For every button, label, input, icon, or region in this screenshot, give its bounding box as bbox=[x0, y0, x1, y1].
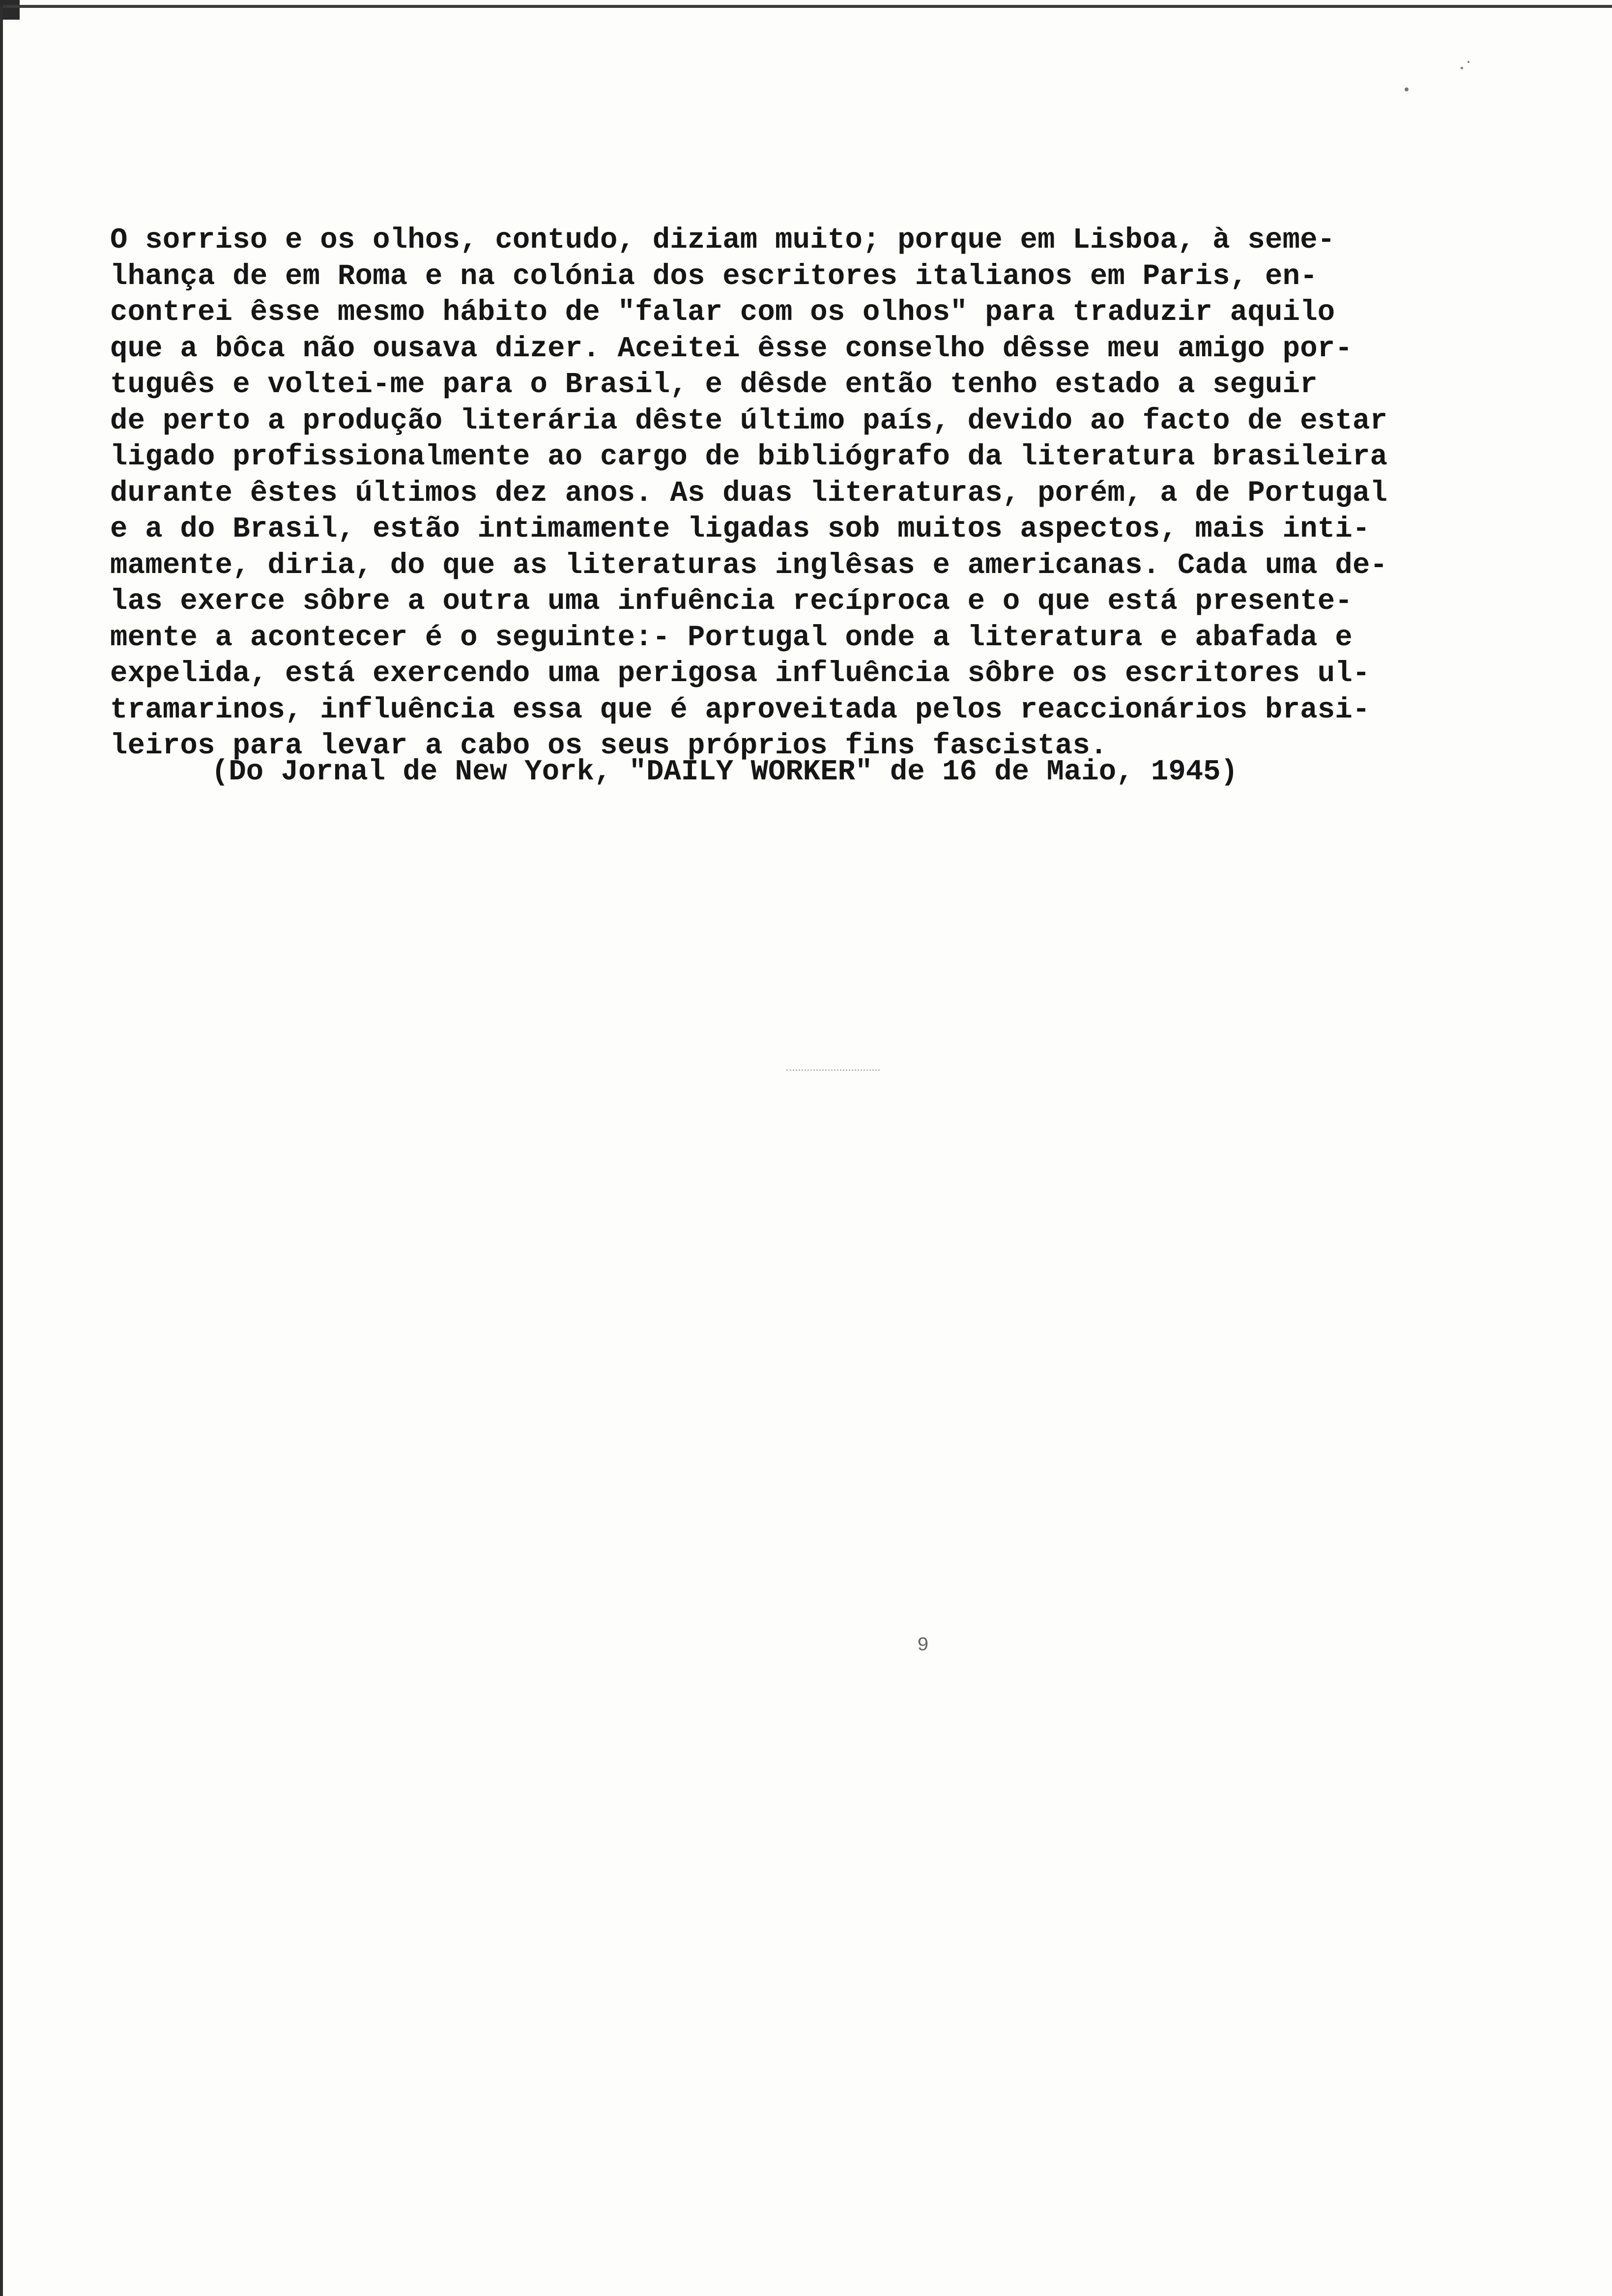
scan-speck bbox=[1461, 67, 1463, 69]
paragraph-line: tramarinos, influência essa que é aproveitada pelos reaccionários brasi- bbox=[110, 693, 1370, 726]
scan-left-edge bbox=[0, 5, 3, 2296]
page-number: 9 bbox=[917, 1635, 929, 1657]
scan-top-edge bbox=[0, 5, 1612, 8]
paragraph-line: contrei êsse mesmo hábito de "falar com os olhos" para traduzir aquilo bbox=[110, 296, 1335, 329]
paragraph-line: mente a acontecer é o seguinte:- Portugal onde a literatura e abafada e bbox=[110, 621, 1353, 654]
paragraph-line: las exerce sôbre a outra uma infuência recíproca e o que está presente- bbox=[110, 585, 1353, 618]
scan-speck bbox=[1405, 87, 1409, 91]
paragraph-line: tuguês e voltei-me para o Brasil, e dêsde então tenho estado a seguir bbox=[110, 368, 1318, 401]
scan-speck bbox=[1468, 61, 1469, 63]
body-paragraph bbox=[110, 222, 1545, 764]
paragraph-line: expelida, está exercendo uma perigosa influência sôbre os escritores ul- bbox=[110, 657, 1370, 690]
paragraph-line: lhança de em Roma e na colónia dos escritores italianos em Paris, en- bbox=[110, 259, 1318, 293]
paragraph-line: que a bôca não ousava dizer. Aceitei êsse conselho dêsse meu amigo por- bbox=[110, 332, 1353, 365]
scan-corner-mark bbox=[0, 0, 20, 20]
paragraph-line: durante êstes últimos dez anos. As duas literaturas, porém, a de Portugal bbox=[110, 476, 1388, 510]
source-citation: (Do Jornal de New York, "DAILY WORKER" de 16 de Maio, 1945) bbox=[211, 755, 1238, 788]
scan-faint-mark bbox=[786, 1069, 880, 1071]
paragraph-line: ligado profissionalmente ao cargo de bibliógrafo da literatura brasileira bbox=[110, 440, 1388, 473]
paragraph-line: leiros para levar a cabo os seus próprios fins fascistas. bbox=[110, 729, 1108, 762]
paragraph-line: e a do Brasil, estão intimamente ligadas sob muitos aspectos, mais inti- bbox=[110, 513, 1370, 545]
paragraph-line: O sorriso e os olhos, contudo, diziam muito; porque em Lisboa, à seme- bbox=[110, 224, 1335, 257]
paragraph-line: mamente, diria, do que as literaturas inglêsas e americanas. Cada uma de- bbox=[110, 548, 1388, 582]
paragraph-line: de perto a produção literária dêste último país, devido ao facto de estar bbox=[110, 404, 1388, 437]
